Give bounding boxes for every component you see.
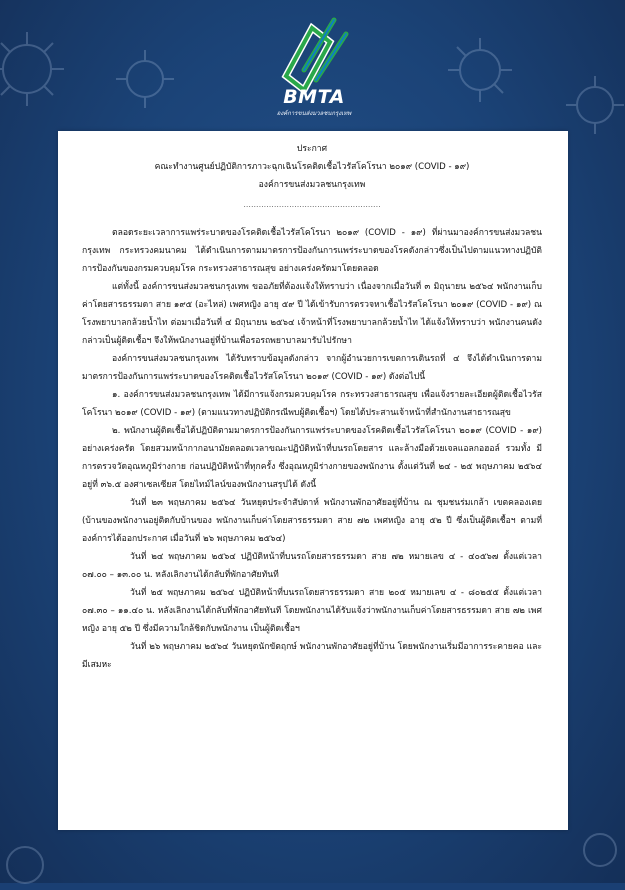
paragraph-item-1: ๑. องค์การขนส่งมวลชนกรุงเทพ ได้มีการแจ้งกรมควบคุมโรค กระทรวงสาธารณสุข เพื่อแจ้งรายละเอียดผู้ติดเชื้อไวรัสโคโรนา ๒๐๑๙ (COVID - ๑๙) (ตามแนวทางปฏิบัติกรณีพบผู้ติดเชื้อฯ) โดยได้ประสานเจ้าหน้าที่สำนักงานสาธารณสุข — [82, 390, 542, 418]
timeline-may-23: วันที่ ๒๓ พฤษภาคม ๒๕๖๔ วันหยุดประจำสัปดาห์ พนักงานพักอาศัยอยู่ที่บ้าน ณ ชุมชนร่มเกล้า เขตคลองเตย (บ้านของพนักงานอยู่ติดกับบ้านของ พนักงานเก็บค่าโดยสารธรรมดา สาย ๗๒ เพศหญิง อายุ ๕๒ ปี ซึ่งเป็นผู้ติดเชื้อฯ ตามที่องค์การได้ออกประกาศ เมื่อวันที่ ๒๖ พฤษภาคม ๒๕๖๔) — [82, 498, 542, 544]
paragraph-intro: ตลอดระยะเวลาการแพร่ระบาดของโรคติดเชื้อไวรัสโคโรนา ๒๐๑๙ (COVID - ๑๙) ที่ผ่านมาองค์การขนส่งมวลชนกรุงเทพ กระทรวงคมนาคม ได้ดำเนินการตามมาตรการป้องกันการแพร่ระบาดของโรคดังกล่าวซึ่งเป็นไปตามแนวทางปฏิบัติการป้องกันของกรมควบคุมโรค กระทรวงสาธารณสุข อย่างเคร่งครัดมาโดยตลอด — [82, 228, 542, 274]
timeline-may-25: วันที่ ๒๕ พฤษภาคม ๒๕๖๔ ปฏิบัติหน้าที่บนรถโดยสารธรรมดา สาย ๒๐๕ หมายเลข ๔ - ๘๐๒๕๕ ตั้งแต่เวลา ๐๗.๓๐ – ๑๑.๔๐ น. หลังเลิกงานได้กลับที่พักอาศัยทันที โดยพนักงานได้รับแจ้งว่าพนักงานเก็บค่าโดยสารธรรมดา สาย ๗๒ เพศหญิง อายุ ๕๒ ปี ซึ่งมีความใกล้ชิดกับพนักงาน เป็นผู้ติดเชื้อฯ — [82, 588, 542, 634]
logo-wordmark: BMTA — [283, 86, 345, 108]
logo-subtitle: องค์การขนส่งมวลชนกรุงเทพ — [276, 110, 352, 117]
paragraph-actions: องค์การขนส่งมวลชนกรุงเทพ ได้รับทราบข้อมูลดังกล่าว จากผู้อำนวยการเขตการเดินรถที่ ๔ จึงได้ดำเนินการตามมาตรการป้องกันการแพร่ระบาดของโรคติดเชื้อไวรัสโคโรนา ๒๐๑๙ (COVID - ๑๙) ดังต่อไปนี้ — [82, 354, 542, 382]
virus-icon — [570, 820, 625, 880]
virus-icon — [440, 30, 520, 110]
virus-icon — [560, 70, 625, 140]
virus-icon — [0, 24, 72, 114]
divider-dots: ...................................................... — [243, 200, 381, 209]
virus-icon — [0, 830, 60, 890]
timeline-may-24: วันที่ ๒๔ พฤษภาคม ๒๕๖๔ ปฏิบัติหน้าที่บนรถโดยสารธรรมดา สาย ๗๒ หมายเลข ๔ - ๔๐๕๖๗ ตั้งแต่เวลา ๐๗.๐๐ – ๑๓.๐๐ น. หลังเลิกงานได้กลับที่พักอาศัยทันที — [82, 552, 542, 580]
timeline-may-26: วันที่ ๒๖ พฤษภาคม ๒๕๖๔ วันหยุดนักขัตฤกษ์ พนักงานพักอาศัยอยู่ที่บ้าน โดยพนักงานเริ่มมีอาการระคายคอ และมีเสมหะ — [82, 642, 542, 670]
committee-name: คณะทำงานศูนย์ปฏิบัติการภาวะฉุกเฉินโรคติดเชื้อไวรัสโคโรนา ๒๐๑๙ (COVID - ๑๙) — [154, 162, 470, 172]
announcement-heading: ประกาศ — [296, 144, 328, 154]
paragraph-case-report: แต่ทั้งนี้ องค์การขนส่งมวลชนกรุงเทพ ขออภัยที่ต้องแจ้งให้ทราบว่า เนื่องจากเมื่อวันที่ ๓ มิถุนายน ๒๕๖๔ พนักงานเก็บค่าโดยสารธรรมดา สาย ๑๙๕ (อะไหล่) เพศหญิง อายุ ๕๙ ปี ได้เข้ารับการตรวจหาเชื้อไวรัสโคโรนา ๒๐๑๙ (COVID - ๑๙) ณ โรงพยาบาลกล้วยน้ำไท ต่อมาเมื่อวันที่ ๔ มิถุนายน ๒๕๖๔ เจ้าหน้าที่โรงพยาบาลกล้วยน้ำไท ได้แจ้งให้ทราบว่า พนักงานคนดังกล่าวเป็นผู้ติดเชื้อฯ จึงให้พนักงานอยู่ที่บ้านเพื่อรอรถพยาบาลมารับไปรักษา — [82, 282, 542, 346]
organization-name: องค์การขนส่งมวลชนกรุงเทพ — [258, 180, 366, 190]
virus-icon — [110, 44, 180, 114]
announcement-document — [82, 140, 542, 674]
paragraph-item-2: ๒. พนักงานผู้ติดเชื้อได้ปฏิบัติตามมาตรการป้องกันการแพร่ระบาดของโรคติดเชื้อไวรัสโคโรนา ๒๐๑๙ (COVID - ๑๙) อย่างเคร่งครัด โดยสวมหน้ากากอนามัยตลอดเวลาขณะปฏิบัติหน้าที่บนรถโดยสาร และล้างมือด้วยเจลแอลกอฮอล์ รวมทั้ง มีการตรวจวัดอุณหภูมิร่างกาย ก่อนปฏิบัติหน้าที่ทุกครั้ง ซึ่งอุณหภูมิร่างกายของพนักงาน ตั้งแต่วันที่ ๒๔ - ๒๕ พฤษภาคม ๒๕๖๔ อยู่ที่ ๓๖.๕ องศาเซลเซียส โดยไทม์ไลน์ของพนักงานสรุปได้ ดังนี้ — [82, 426, 542, 490]
